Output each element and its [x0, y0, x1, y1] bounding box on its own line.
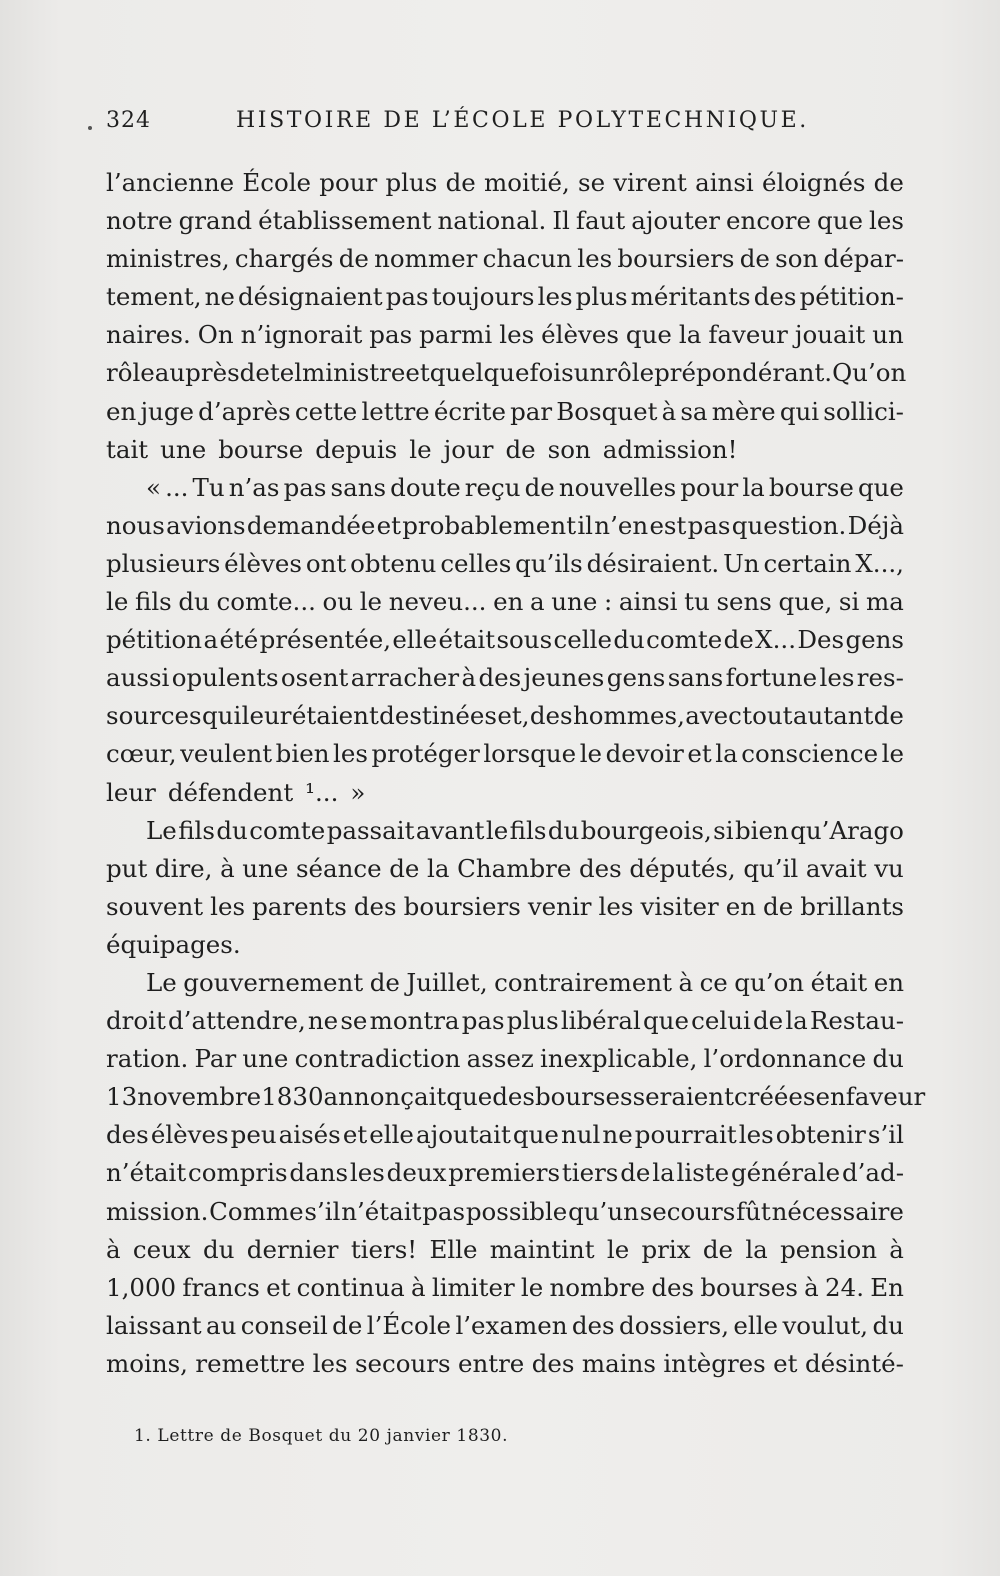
text-line: en juge d’après cette lettre écrite par Bosquet à sa mère qui sollici-	[106, 396, 904, 426]
text-line: 13 novembre 1830 annonçait que des bourses seraient créées en faveur	[106, 1082, 926, 1112]
text-line: leur défendent ¹... »	[106, 777, 366, 807]
text-line: n’était compris dans les deux premiers tiers de la liste générale d’ad-	[106, 1158, 904, 1188]
text-line: Le gouvernement de Juillet, contrairement à ce qu’on était en	[146, 967, 904, 997]
text-line: aussi opulents osent arracher à des jeunes gens sans fortune les res-	[106, 663, 904, 693]
running-title: HISTOIRE DE L’ÉCOLE POLYTECHNIQUE.	[236, 108, 809, 133]
text-line: put dire, à une séance de la Chambre des députés, qu’il avait vu	[106, 853, 904, 883]
text-line: ministres, chargés de nommer chacun les boursiers de son dépar-	[106, 244, 904, 274]
text-line: Le fils du comte passait avant le fils du bourgeois, si bien qu’Arago	[146, 815, 904, 845]
text-line: nous avions demandée et probablement il n’en est pas question. Déjà	[106, 510, 904, 540]
text-line: des élèves peu aisés et elle ajoutait que nul ne pourrait les obtenir s’il	[106, 1120, 904, 1150]
body-text	[106, 164, 926, 1383]
text-line: à ceux du dernier tiers! Elle maintint le prix de la pension à	[106, 1234, 904, 1264]
text-line: tait une bourse depuis le jour de son admission!	[106, 434, 738, 464]
text-line: ration. Par une contradiction assez inexplicable, l’ordonnance du	[106, 1044, 904, 1074]
text-line: tement, ne désignaient pas toujours les plus méritants des pétition-	[106, 282, 904, 312]
text-line: « ... Tu n’as pas sans doute reçu de nouvelles pour la bourse que	[146, 472, 904, 502]
footnote: 1. Lettre de Bosquet du 20 janvier 1830.	[134, 1426, 509, 1446]
text-line: rôle auprès de tel ministre et quelquefois un rôle prépondérant. Qu’on	[106, 358, 907, 388]
text-line: équipages.	[106, 929, 241, 959]
text-line: mission. Comme s’il n’était pas possible qu’un secours fût nécessaire	[106, 1196, 904, 1226]
text-line: le fils du comte... ou le neveu... en a une : ainsi tu sens que, si ma	[106, 587, 904, 617]
text-line: cœur, veulent bien les protéger lorsque le devoir et la conscience le	[106, 739, 904, 769]
text-line: souvent les parents des boursiers venir les visiter en de brillants	[106, 891, 904, 921]
text-line: l’ancienne École pour plus de moitié, se virent ainsi éloignés de	[106, 168, 904, 197]
page-speck	[88, 126, 92, 130]
text-line: 1,000 francs et continua à limiter le nombre des bourses à 24. En	[106, 1272, 904, 1302]
text-line: sources qui leur étaient destinées et, des hommes, avec tout autant de	[106, 701, 904, 731]
text-line: naires. On n’ignorait pas parmi les élèves que la faveur jouait un	[106, 320, 904, 350]
text-line: moins, remettre les secours entre des mains intègres et désinté-	[106, 1348, 904, 1378]
text-line: pétition a été présentée, elle était sous celle du comte de X... Des gens	[106, 625, 904, 655]
page-number: 324	[106, 108, 151, 133]
page-header	[106, 108, 896, 144]
text-line: notre grand établissement national. Il faut ajouter encore que les	[106, 206, 904, 236]
text-line: droit d’attendre, ne se montra pas plus libéral que celui de la Restau-	[106, 1006, 904, 1036]
text-line: plusieurs élèves ont obtenu celles qu’ils désiraient. Un certain X...,	[106, 548, 904, 578]
text-line: laissant au conseil de l’École l’examen des dossiers, elle voulut, du	[106, 1310, 904, 1340]
